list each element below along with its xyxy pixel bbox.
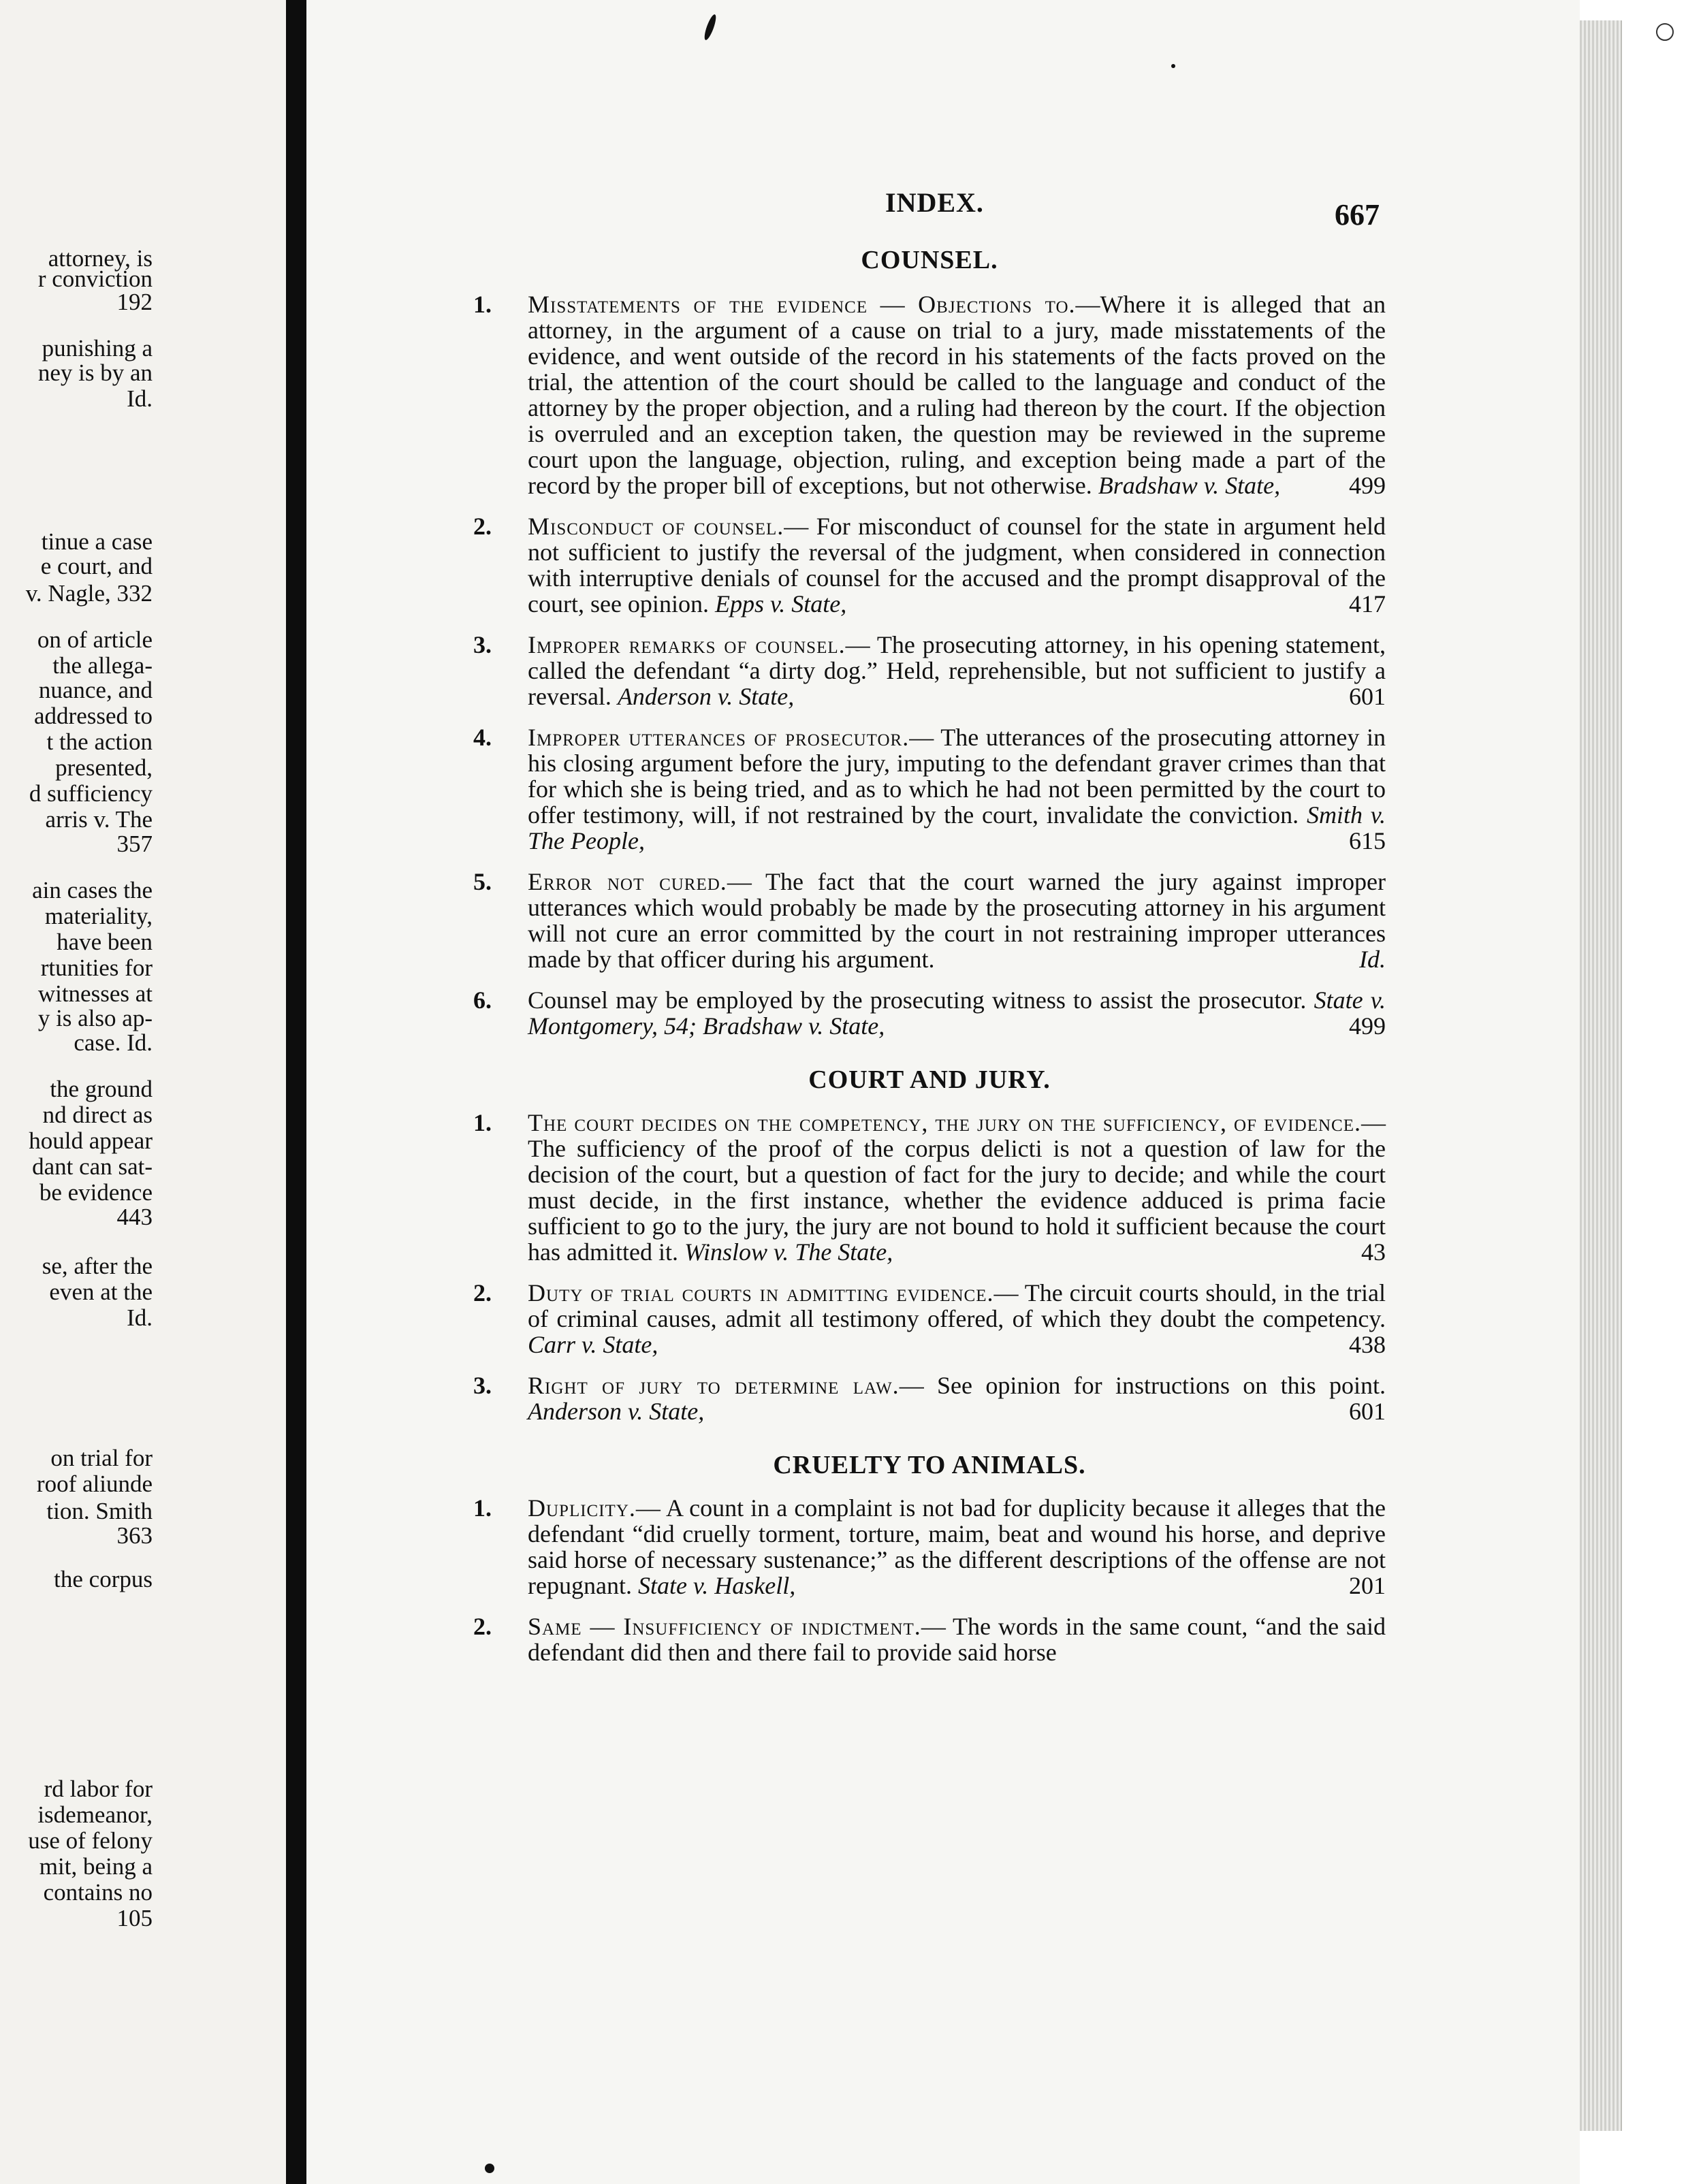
- entry-title: The court decides on the competency, the jury on the sufficiency, of evidence.: [528, 1109, 1361, 1136]
- running-head: INDEX.: [885, 187, 984, 218]
- page-header: [0, 184, 1686, 231]
- entry-text: — The sufficiency of the proof of the corpus delicti is not a question of law for the decision of the court, but a question of fact for the jury to decide; and while the court must decide, in the first instance, whether the evidence adduced is prima facie sufficient to go to the jury, the jury are not bound to hold it sufficient because the court has admitted it.: [528, 1109, 1386, 1266]
- left-page-fragment: case. Id.: [74, 1029, 153, 1056]
- edge-mark: [1656, 23, 1674, 41]
- left-page-fragment: 192: [116, 289, 153, 315]
- page-reference-number: 417: [1338, 591, 1386, 617]
- left-page-fragment: Id.: [127, 385, 153, 412]
- page-reference-number: 499: [1338, 1013, 1386, 1039]
- entry-text: — For misconduct of counsel for the state in argument held not sufficient to justify the reversal of the judgment, when considered in connection with interruptive denials of counsel for the accused and the prompt disapproval of the court, see opinion.: [528, 513, 1386, 617]
- entry-number: 6.: [473, 986, 492, 1014]
- case-reference: Smith v. The People,: [528, 801, 1386, 854]
- case-reference: Carr v. State,: [528, 1331, 658, 1358]
- page-reference-number: 499: [1338, 472, 1386, 498]
- entry-text: — The words in the same count, “and the said defendant did then and there fail to provide said horse: [528, 1613, 1386, 1666]
- left-page-fragment: punishing a: [42, 335, 153, 362]
- page-reference-number: 601: [1338, 1398, 1386, 1424]
- entry-number: 3.: [473, 1372, 492, 1399]
- entry-title: Improper remarks of counsel.: [528, 631, 846, 658]
- entry-text: — The utterances of the prosecuting attorney in his closing argument before the jury, imputing to the defendant graver crimes than that for which she is being tried, and as to which he had not been permitted by the court to offer testimony, will, if not restrained by the court, invalidate the conviction.: [528, 724, 1386, 829]
- left-page-fragment: tinue a case: [41, 528, 153, 555]
- page-reference-number: 615: [1338, 828, 1386, 854]
- entry-title: Misconduct of counsel.: [528, 513, 784, 540]
- case-reference: Epps v. State,: [714, 590, 847, 617]
- left-page-fragment: y is also ap-: [37, 1005, 153, 1031]
- entry-number: 2.: [473, 1279, 492, 1306]
- left-page-fragment: d sufficiency: [29, 780, 153, 807]
- case-reference: Winslow v. The State,: [684, 1238, 893, 1266]
- page-reference-number: 43: [1350, 1239, 1386, 1265]
- left-page-fragment: witnesses at: [37, 980, 153, 1007]
- index-content: [473, 245, 1386, 1680]
- entry-title: Error not cured.: [528, 868, 727, 895]
- left-page-fragment: the corpus: [54, 1566, 153, 1592]
- left-page-fragment: be evidence: [39, 1179, 153, 1206]
- left-page-fragment: on of article: [37, 626, 153, 653]
- left-page-fragment: 363: [116, 1522, 153, 1549]
- left-page-fragment: arris v. The: [45, 806, 153, 833]
- index-entry: [473, 1110, 1386, 1265]
- left-page-fragment: nd direct as: [42, 1102, 153, 1128]
- entry-text: —Where it is alleged that an attorney, in the argument of a cause on trial to a jury, made misstatements of the evidence, and went outside of the record in his statements of the facts proved on the trial, the attention of the court should be called to the language and conduct of the attorney by the proper objection, and a ruling had thereon by the court. If the objection is overruled and an exception taken, the question may be reviewed in the supreme court upon the language, objection, ruling, and exception being made a part of the record by the proper bill of exceptions, but not otherwise.: [528, 291, 1386, 499]
- index-entry: [473, 869, 1386, 972]
- left-page-fragment: on trial for: [50, 1445, 153, 1471]
- case-reference: Anderson v. State,: [528, 1398, 705, 1425]
- entry-number: 4.: [473, 724, 492, 751]
- entry-title: Duplicity.: [528, 1494, 636, 1522]
- left-page: [0, 0, 286, 2184]
- case-reference: Anderson v. State,: [617, 683, 795, 710]
- left-page-fragment: the allega-: [52, 652, 153, 679]
- entry-title: Misstatements of the evidence — Objections to.: [528, 291, 1076, 318]
- entry-number: 1.: [473, 1494, 492, 1522]
- left-page-fragment: attorney, is: [48, 245, 153, 272]
- entry-number: 3.: [473, 631, 492, 658]
- left-page-fragment: r conviction: [37, 266, 153, 292]
- index-entry: [473, 987, 1386, 1039]
- case-reference: State v. Haskell,: [637, 1572, 796, 1599]
- section-heading: CRUELTY TO ANIMALS.: [773, 1451, 1086, 1479]
- entry-text: — See opinion for instructions on this point.: [899, 1372, 1386, 1399]
- page-reference-number: Id.: [1348, 946, 1386, 972]
- left-page-fragment: 105: [116, 1905, 153, 1931]
- left-page-fragment: v. Nagle, 332: [25, 580, 153, 607]
- left-page-fragment: rtunities for: [40, 954, 153, 981]
- left-page-fragment: 357: [116, 831, 153, 857]
- page-reference-number: 601: [1338, 684, 1386, 709]
- section-heading: COUNSEL.: [861, 246, 998, 274]
- left-page-fragment: t the action: [46, 728, 153, 755]
- left-page-fragment: mit, being a: [39, 1853, 153, 1880]
- case-reference: Bradshaw v. State,: [1098, 472, 1281, 499]
- left-page-fragment: ney is by an: [37, 359, 153, 386]
- left-page-fragment: Id.: [127, 1304, 153, 1331]
- entry-number: 2.: [473, 513, 492, 540]
- entry-title: Right of jury to determine law.: [528, 1372, 900, 1399]
- entry-title: Same — Insufficiency of indictment.: [528, 1613, 921, 1640]
- left-page-fragment: addressed to: [34, 703, 153, 729]
- entry-title: Improper utterances of prosecutor.: [528, 724, 910, 751]
- entry-text: — A count in a complaint is not bad for duplicity because it alleges that the defendant “did cruelly torment, torture, maim, beat and wound his horse, and deprive said horse of necessary sustenance;” as the different descriptions of the offense are not repugnant.: [528, 1494, 1386, 1599]
- index-entry: [473, 1495, 1386, 1599]
- left-page-fragment: tion. Smith: [46, 1498, 153, 1524]
- entry-text: Counsel may be employed by the prosecuting witness to assist the prosecutor.: [528, 986, 1307, 1014]
- entry-text: — The circuit courts should, in the trial of criminal causes, admit all testimony offered, of which they doubt the competency.: [528, 1279, 1386, 1332]
- left-page-fragment: the ground: [50, 1076, 153, 1102]
- index-entry: [473, 513, 1386, 617]
- index-entry: [473, 1280, 1386, 1358]
- index-entry: [473, 1372, 1386, 1424]
- page-edges: [1580, 20, 1622, 2131]
- entry-number: 1.: [473, 291, 492, 318]
- ink-speck: [1171, 64, 1175, 68]
- left-page-fragment: nuance, and: [38, 677, 153, 703]
- case-reference: State v. Montgomery, 54; Bradshaw v. State,: [528, 986, 1386, 1040]
- left-page-fragment: have been: [57, 929, 153, 955]
- section-heading: COURT AND JURY.: [808, 1065, 1051, 1094]
- index-entry: [473, 291, 1386, 498]
- left-page-fragment: rd labor for: [44, 1776, 153, 1802]
- entry-number: 1.: [473, 1109, 492, 1136]
- left-page-fragment: roof aliunde: [36, 1471, 153, 1497]
- index-entry: [473, 724, 1386, 854]
- left-page-fragment: se, after the: [42, 1253, 153, 1279]
- ink-speck: [485, 2164, 494, 2173]
- left-page-fragment: ain cases the: [32, 877, 153, 903]
- left-page-fragment: isdemeanor,: [37, 1801, 153, 1828]
- left-page-fragment: hould appear: [29, 1127, 153, 1154]
- entry-text: — The fact that the court warned the jury against improper utterances which would probably be made by the prosecuting attorney in his argument will not cure an error committed by the court in not restraining improper utterances made by that officer during his argument.: [528, 868, 1386, 973]
- entry-title: Duty of trial courts in admitting evidence.: [528, 1279, 994, 1306]
- entry-number: 2.: [473, 1613, 492, 1640]
- left-page-fragment: materiality,: [44, 903, 153, 929]
- left-page-fragment: presented,: [55, 754, 153, 781]
- page-number: 667: [1335, 198, 1380, 231]
- index-entry: [473, 1613, 1386, 1665]
- entry-text: — The prosecuting attorney, in his opening statement, called the defendant “a dirty dog.” Held, reprehensible, but not sufficient to justify a reversal.: [528, 631, 1386, 710]
- left-page-fragment: contains no: [43, 1879, 153, 1906]
- left-page-fragment: dant can sat-: [32, 1153, 153, 1180]
- index-entry: [473, 632, 1386, 709]
- entry-number: 5.: [473, 868, 492, 895]
- left-page-fragment: use of felony: [28, 1827, 153, 1854]
- book-gutter: [286, 0, 306, 2184]
- page-reference-number: 438: [1338, 1332, 1386, 1358]
- left-page-fragment: even at the: [49, 1279, 153, 1305]
- left-page-fragment: 443: [116, 1204, 153, 1230]
- page-reference-number: 201: [1338, 1573, 1386, 1599]
- left-page-fragment: e court, and: [40, 553, 153, 579]
